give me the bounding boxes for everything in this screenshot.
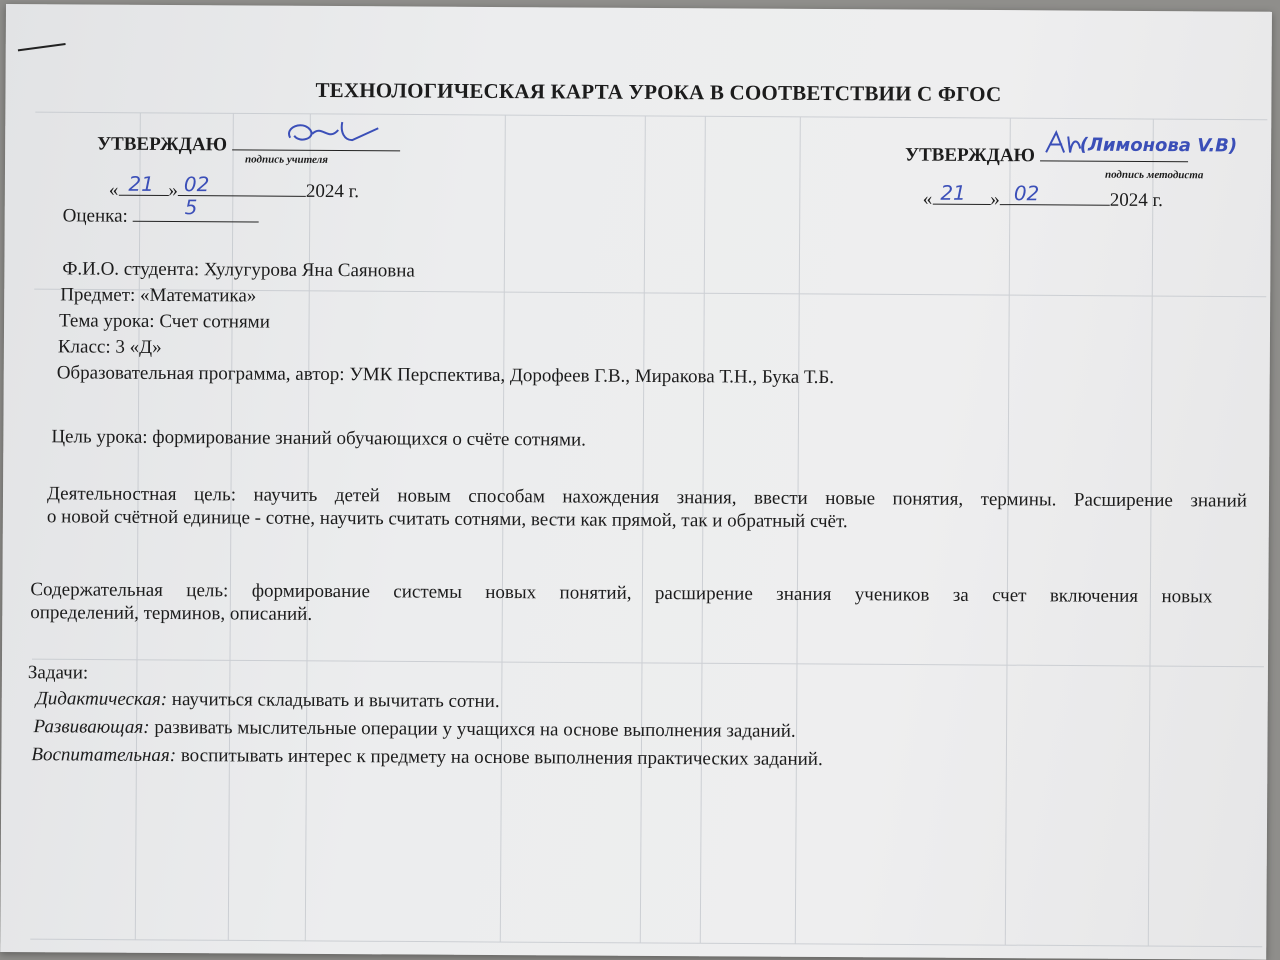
handwritten-month-left: 02 — [183, 172, 210, 197]
approval-right — [905, 134, 1238, 168]
approval-right-label: УТВЕРЖДАЮ — [905, 144, 1036, 167]
task-didactic: Дидактическая: научиться складывать и вычитать сотни. — [35, 688, 500, 713]
pen-stroke-mark — [18, 43, 66, 51]
handwritten-month-right: 02 — [1013, 181, 1040, 206]
tasks-heading: Задачи: — [27, 662, 89, 684]
document-title: ТЕХНОЛОГИЧЕСКАЯ КАРТА УРОКА В СООТВЕТСТВИИ С ФГОС — [315, 77, 1002, 107]
handwritten-day-right: 21 — [940, 180, 966, 205]
signature-line-right — [1040, 134, 1238, 162]
handwritten-grade: 5 — [184, 195, 198, 220]
task-developing: Развивающая: развивать мыслительные операции у учащихся на основе выполнения заданий. — [33, 716, 796, 742]
content-goal: Содержательная цель: формирование системы новых понятий, расширение знания учеников за счет включения новых определений, терминов, описаний. — [30, 579, 1213, 625]
approval-left-date: « 21 » 02 2024 г. — [108, 171, 360, 203]
education-program: Образовательная программа, автор: УМК Перспектива, Дорофеев Г.В., Миракова Т.Н., Бука Т.Б. — [56, 362, 835, 389]
lesson-goal: Цель урока: формирование знаний обучающихся о счёте сотнями. — [51, 426, 587, 451]
methodist-signature-icon — [1042, 128, 1082, 158]
handwritten-methodist-name: (Лимонова V.B) — [1079, 134, 1238, 157]
student-name: Ф.И.О. студента: Хулугурова Яна Саяновна — [62, 258, 415, 282]
caption-methodist: подпись методиста — [1104, 168, 1204, 182]
teacher-signature-icon — [282, 118, 402, 149]
grade-label: Оценка: — [62, 205, 128, 227]
signature-line-left — [232, 129, 400, 151]
approval-left-label: УТВЕРЖДАЮ — [97, 133, 228, 156]
document-sheet — [0, 4, 1272, 960]
subject: Предмет: «Математика» — [60, 284, 257, 307]
handwritten-day-left: 21 — [128, 171, 154, 196]
lesson-topic: Тема урока: Счет сотнями — [59, 310, 270, 333]
class: Класс: 3 «Д» — [57, 336, 162, 358]
activity-goal: Деятельностная цель: научить детей новым способам нахождения знания, ввести новые понятия, термины. Расширение знаний о новой счётной единице - сотне, научить считать сотнями, вести как прямой, так и обратный счёт. — [46, 483, 1248, 533]
task-educational: Воспитательная: воспитывать интерес к предмету на основе выполнения практических заданий. — [31, 744, 823, 771]
grade — [62, 195, 259, 228]
caption-teacher: подпись учителя — [245, 153, 329, 166]
approval-right-date: « 21 » 02 2024 г. — [922, 180, 1164, 212]
